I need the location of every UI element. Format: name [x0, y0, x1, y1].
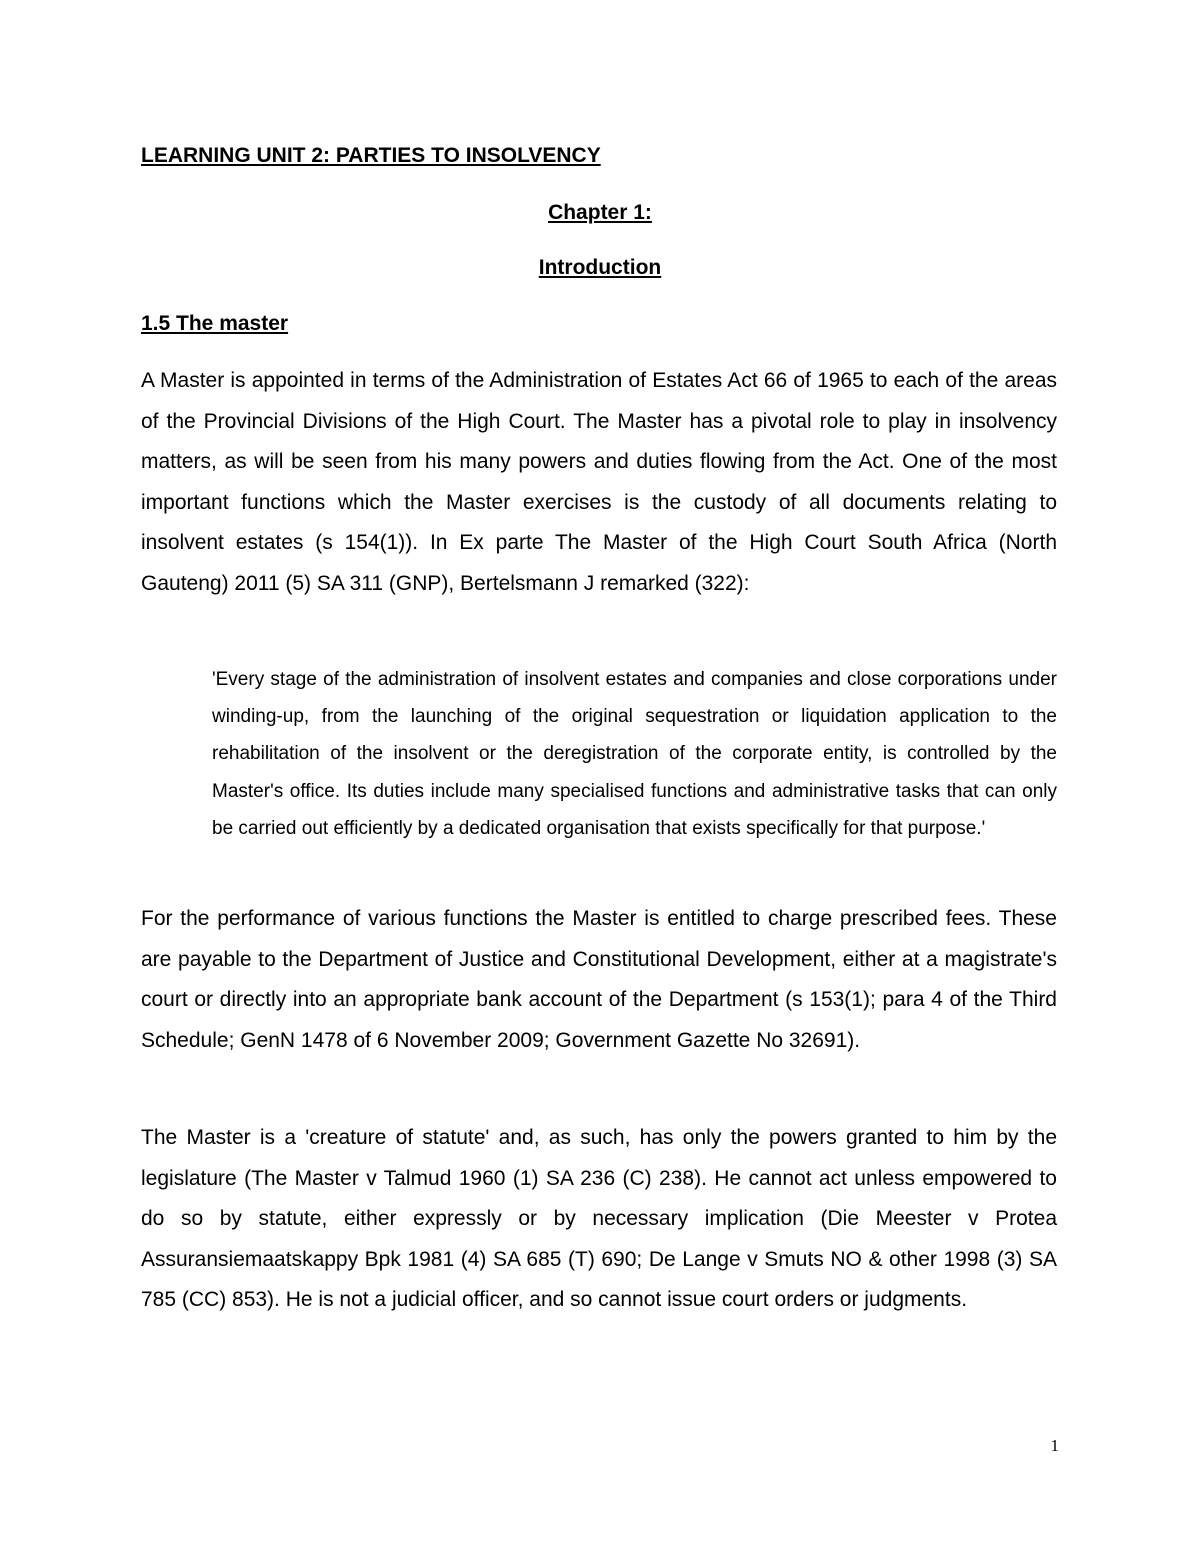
- unit-title: LEARNING UNIT 2: PARTIES TO INSOLVENCY: [141, 144, 601, 167]
- paragraph-fees: For the performance of various functions the Master is entitled to charge prescribed fees. These are payable to the Department of Justice and Constitutional Development, either at a magistrate's court or directly into an appropriate bank account of the Department (s 153(1); para 4 of the Third Schedule; GenN 1478 of 6 November 2009; Government Gazette No 32691).: [141, 907, 1057, 1052]
- chapter-title-text: Chapter 1:: [548, 201, 652, 224]
- page-number: 1: [1050, 1436, 1059, 1455]
- chapter-subtitle-text: Introduction: [538, 256, 662, 279]
- paragraph-statute: The Master is a 'creature of statute' and, as such, has only the powers granted to him by the legislature (The Master v Talmud 1960 (1) SA 236 (C) 238). He cannot act unless empowered to do so by statute, either expressly or by necessary implication (Die Meester v Protea Assuransiemaatskappy Bpk 1981 (4) SA 685 (T) 690; De Lange v Smuts NO & other 1998 (3) SA 785 (CC) 853). He is not a judicial officer, and so cannot issue court orders or judgments.: [141, 1126, 1057, 1312]
- block-quote: 'Every stage of the administration of insolvent estates and companies and close corporations under winding-up, from the launching of the original sequestration or liquidation application to the rehabilitation of the insolvent or the deregistration of the corporate entity, is controlled by the Master's office. Its duties include many specialised functions and administrative tasks that can only be carried out efficiently by a dedicated organisation that exists specifically for that purpose.': [212, 669, 1057, 839]
- chapter-subtitle: [0, 254, 1200, 282]
- paragraph-intro: A Master is appointed in terms of the Administration of Estates Act 66 of 1965 to each of the areas of the Provincial Divisions of the High Court. The Master has a pivotal role to play in insolvency matters, as will be seen from his many powers and duties flowing from the Act. One of the most important functions which the Master exercises is the custody of all documents relating to insolvent estates (s 154(1)). In Ex parte The Master of the High Court South Africa (North Gauteng) 2011 (5) SA 311 (GNP), Bertelsmann J remarked (322):: [141, 369, 1057, 595]
- chapter-title: [0, 199, 1200, 227]
- section-heading: 1.5 The master: [141, 312, 289, 335]
